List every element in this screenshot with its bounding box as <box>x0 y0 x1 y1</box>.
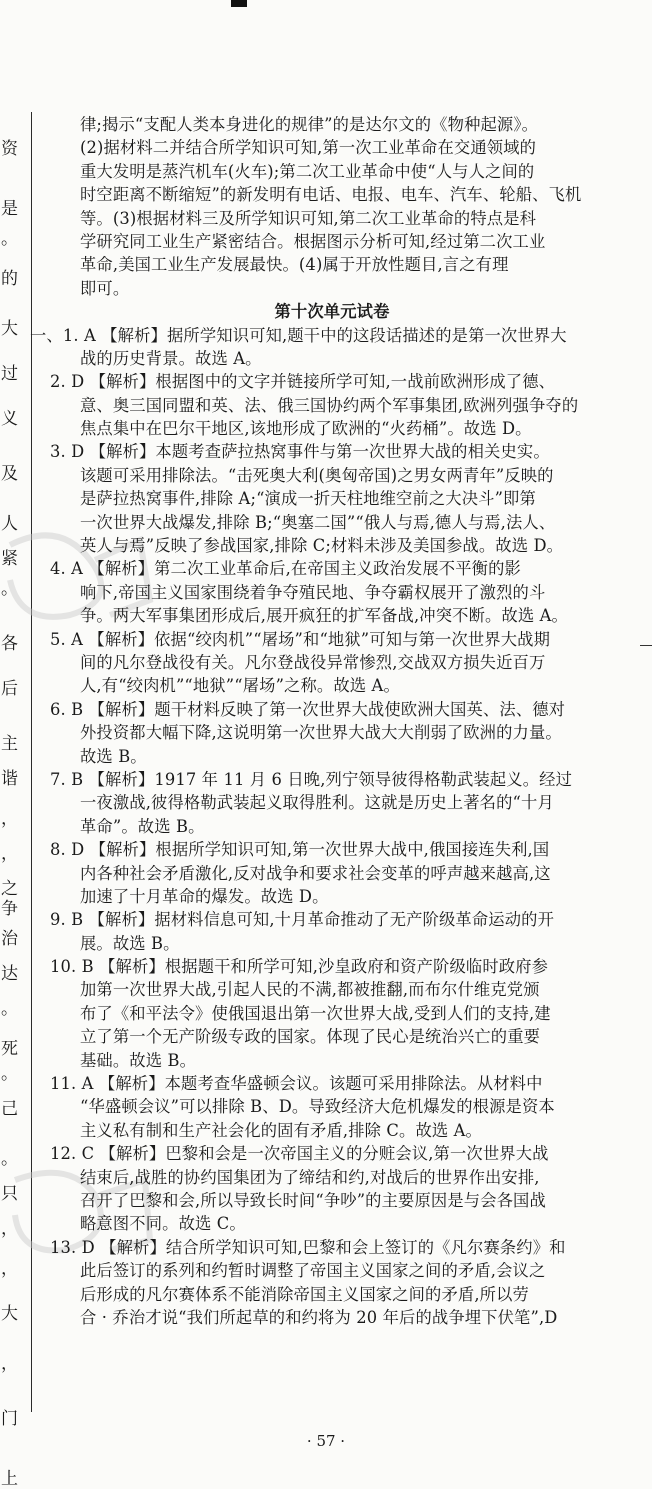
answer-line: 该题可采用排除法。“击死奥大利(奥匈帝国)之男女两青年”反映的 <box>80 465 554 485</box>
paragraph-line: 律;揭示“支配人类本身进化的规律”的是达尔文的《物种起源》。 <box>80 115 539 134</box>
question-answer: 11. A 【解析】本题考查华盛顿会议。该题可采用排除法。从材料中 <box>50 1074 543 1094</box>
question-answer: 3. D 【解析】本题考查萨拉热窝事件与第一次世界大战的相关史实。 <box>50 442 550 462</box>
answer-line: 基础。故选 B。 <box>80 1050 197 1070</box>
margin-char: 资 <box>1 139 18 159</box>
margin-char: 及 <box>1 464 18 484</box>
answer-line: 是萨拉热窝事件,排除 A;“演成一折天柱地维空前之大决斗”即第 <box>80 489 536 509</box>
paragraph-line: 重大发明是蒸汽机车(火车);第二次工业革命中使“人与人之间的 <box>80 161 535 181</box>
answer-content <box>30 113 626 1329</box>
margin-char: 。 <box>1 999 18 1019</box>
question-answer: 一、1. A 【解析】据所学知识可知,题干中的这段话描述的是第一次世界大 <box>30 325 567 345</box>
right-edge-mark <box>640 645 652 646</box>
margin-char: 治 <box>1 929 18 949</box>
answer-line: 此后签订的系列和约暂时调整了帝国主义国家之间的矛盾,会议之 <box>80 1261 546 1281</box>
margin-char: 后 <box>1 679 18 699</box>
answer-line: 加速了十月革命的爆发。故选 D。 <box>80 886 329 906</box>
answer-line: 布了《和平法令》使俄国退出第一次世界大战,受到人们的支持,建 <box>80 1003 551 1023</box>
paragraph-line: (2)据材料二并结合所学知识可知,第一次工业革命在交通领域的 <box>80 138 537 158</box>
answer-line: 争。两大军事集团形成后,展开疯狂的扩军备战,冲突不断。故选 A。 <box>80 606 568 626</box>
margin-char: 死 <box>1 1039 18 1059</box>
answer-line: 战的历史背景。故选 A。 <box>80 348 262 368</box>
answer-line: 立了第一个无产阶级专政的国家。体现了民心是统治兴亡的重要 <box>80 1027 541 1047</box>
margin-char: ， <box>1 1354 18 1374</box>
question-answer: 6. B 【解析】题干材料反映了第一次世界大战使欧洲大国英、法、德对 <box>50 699 566 719</box>
question-answer: 8. D 【解析】根据所学知识可知,第一次世界大战中,俄国接连失利,国 <box>50 840 550 860</box>
answer-line: 后形成的凡尔赛体系不能消除帝国主义国家之间的矛盾,所以劳 <box>80 1284 529 1304</box>
margin-char: 的 <box>1 269 18 289</box>
answer-line: 外投资都大幅下降,这说明第一次世界大战大大削弱了欧洲的力量。 <box>80 723 562 743</box>
question-answer: 9. B 【解析】据材料信息可知,十月革命推动了无产阶级革命运动的开 <box>50 910 555 930</box>
margin-char: ， <box>1 1219 18 1239</box>
margin-char: ， <box>1 1259 18 1279</box>
answer-line: 合 · 乔治才说“我们所起草的和约将为 20 年后的战争埋下伏笔”,D <box>80 1307 558 1327</box>
answer-line: 一次世界大战爆发,排除 B;“奥塞二国”“俄人与焉,德人与焉,法人、 <box>80 512 556 532</box>
section-title: 第十次单元试卷 <box>274 302 390 322</box>
answer-line: 内各种社会矛盾激化,反对战争和要求社会变革的呼声越来越高,这 <box>80 863 551 883</box>
margin-char: 。 <box>1 1149 18 1169</box>
answer-line: 故选 B。 <box>80 746 147 766</box>
paragraph-line: 等。(3)根据材料三及所学知识可知,第二次工业革命的特点是科 <box>80 208 537 228</box>
margin-char: ， <box>1 844 18 864</box>
question-answer: 12. C 【解析】巴黎和会是一次帝国主义的分赃会议,第一次世界大战 <box>50 1144 549 1164</box>
margin-char: 门 <box>1 1409 18 1429</box>
left-margin-strip <box>0 110 18 1489</box>
paragraph-line: 时空距离不断缩短”的新发明有电话、电报、电车、汽车、轮船、飞机 <box>80 185 582 205</box>
answer-line: 人,有“绞肉机”“地狱”“屠场”之称。故选 A。 <box>80 676 400 696</box>
margin-char: 主 <box>1 734 18 754</box>
answer-line: 焦点集中在巴尔干地区,该地形成了欧洲的“火药桶”。故选 D。 <box>80 419 532 439</box>
answer-line: 革命”。故选 B。 <box>80 816 205 836</box>
answer-line: 略意图不同。故选 C。 <box>80 1214 246 1234</box>
margin-char: 达 <box>1 964 18 984</box>
answer-line: 间的凡尔登战役有关。凡尔登战役异常惨烈,交战双方损失近百万 <box>80 652 546 672</box>
question-answer: 5. A 【解析】依据“绞肉机”“屠场”和“地狱”可知与第一次世界大战期 <box>50 629 551 649</box>
margin-char: 义 <box>1 409 18 429</box>
margin-char: 大 <box>1 319 18 339</box>
margin-char: 各 <box>1 634 18 654</box>
answer-line: 主义私有制和生产社会化的固有矛盾,排除 C。故选 A。 <box>80 1120 482 1140</box>
margin-char: 紧 <box>1 549 18 569</box>
answer-line: 一夜激战,彼得格勒武装起义取得胜利。这就是历史上著名的“十月 <box>80 793 554 813</box>
paragraph-line: 即可。 <box>80 278 130 298</box>
margin-char: 大 <box>1 1304 18 1324</box>
margin-char: 谐 <box>1 769 18 789</box>
margin-char: 只 <box>1 1184 18 1204</box>
margin-char: 争 <box>1 899 18 919</box>
margin-char: 。 <box>1 229 18 249</box>
answer-line: 意、奥三国同盟和英、法、俄三国协约两个军事集团,欧洲列强争夺的 <box>80 395 579 415</box>
margin-char: 过 <box>1 364 18 384</box>
page-number: · 57 · <box>306 1432 346 1450</box>
margin-char: 。 <box>1 1064 18 1084</box>
question-answer: 2. D 【解析】根据图中的文字并链接所学可知,一战前欧洲形成了德、 <box>50 372 556 392</box>
margin-char: 是 <box>1 199 18 219</box>
answer-line: 展。故选 B。 <box>80 933 180 953</box>
margin-char: 。 <box>1 579 18 599</box>
answer-line: 结束后,战胜的协约国集团为了缔结和约,对战后的世界作出安排, <box>80 1167 540 1187</box>
margin-char: 己 <box>1 1099 18 1119</box>
answer-line: “华盛顿会议”可以排除 B、D。导致经济大危机爆发的根源是资本 <box>80 1097 555 1117</box>
paragraph-line: 革命,美国工业生产发展最快。(4)属于开放性题目,言之有理 <box>80 255 509 275</box>
paragraph-line: 学研究同工业生产紧密结合。根据图示分析可知,经过第二次工业 <box>80 231 546 251</box>
question-answer: 13. D 【解析】结合所学知识可知,巴黎和会上签订的《凡尔赛条约》和 <box>50 1237 566 1257</box>
top-edge-mark <box>231 0 247 7</box>
question-answer: 4. A 【解析】第二次工业革命后,在帝国主义政治发展不平衡的影 <box>50 559 521 579</box>
margin-char: 人 <box>1 514 18 534</box>
question-answer: 7. B 【解析】1917 年 11 月 6 日晚,列宁领导彼得格勒武装起义。经过 <box>50 769 573 789</box>
answer-line: 英人与焉”反映了参战国家,排除 C;材料未涉及美国参战。故选 D。 <box>80 536 564 556</box>
margin-char: ， <box>1 809 18 829</box>
answer-line: 召开了巴黎和会,所以导致长时间“争吵”的主要原因是与会各国战 <box>80 1190 546 1210</box>
answer-line: 加第一次世界大战,引起人民的不满,都被推翻,而布尔什维克党颁 <box>80 980 540 1000</box>
margin-char: 之 <box>1 879 18 899</box>
margin-char: 上 <box>1 1469 18 1489</box>
question-answer: 10. B 【解析】根据题干和所学可知,沙皇政府和资产阶级临时政府参 <box>50 957 549 977</box>
answer-line: 响下,帝国主义国家围绕着争夺殖民地、争夺霸权展开了激烈的斗 <box>80 582 546 602</box>
